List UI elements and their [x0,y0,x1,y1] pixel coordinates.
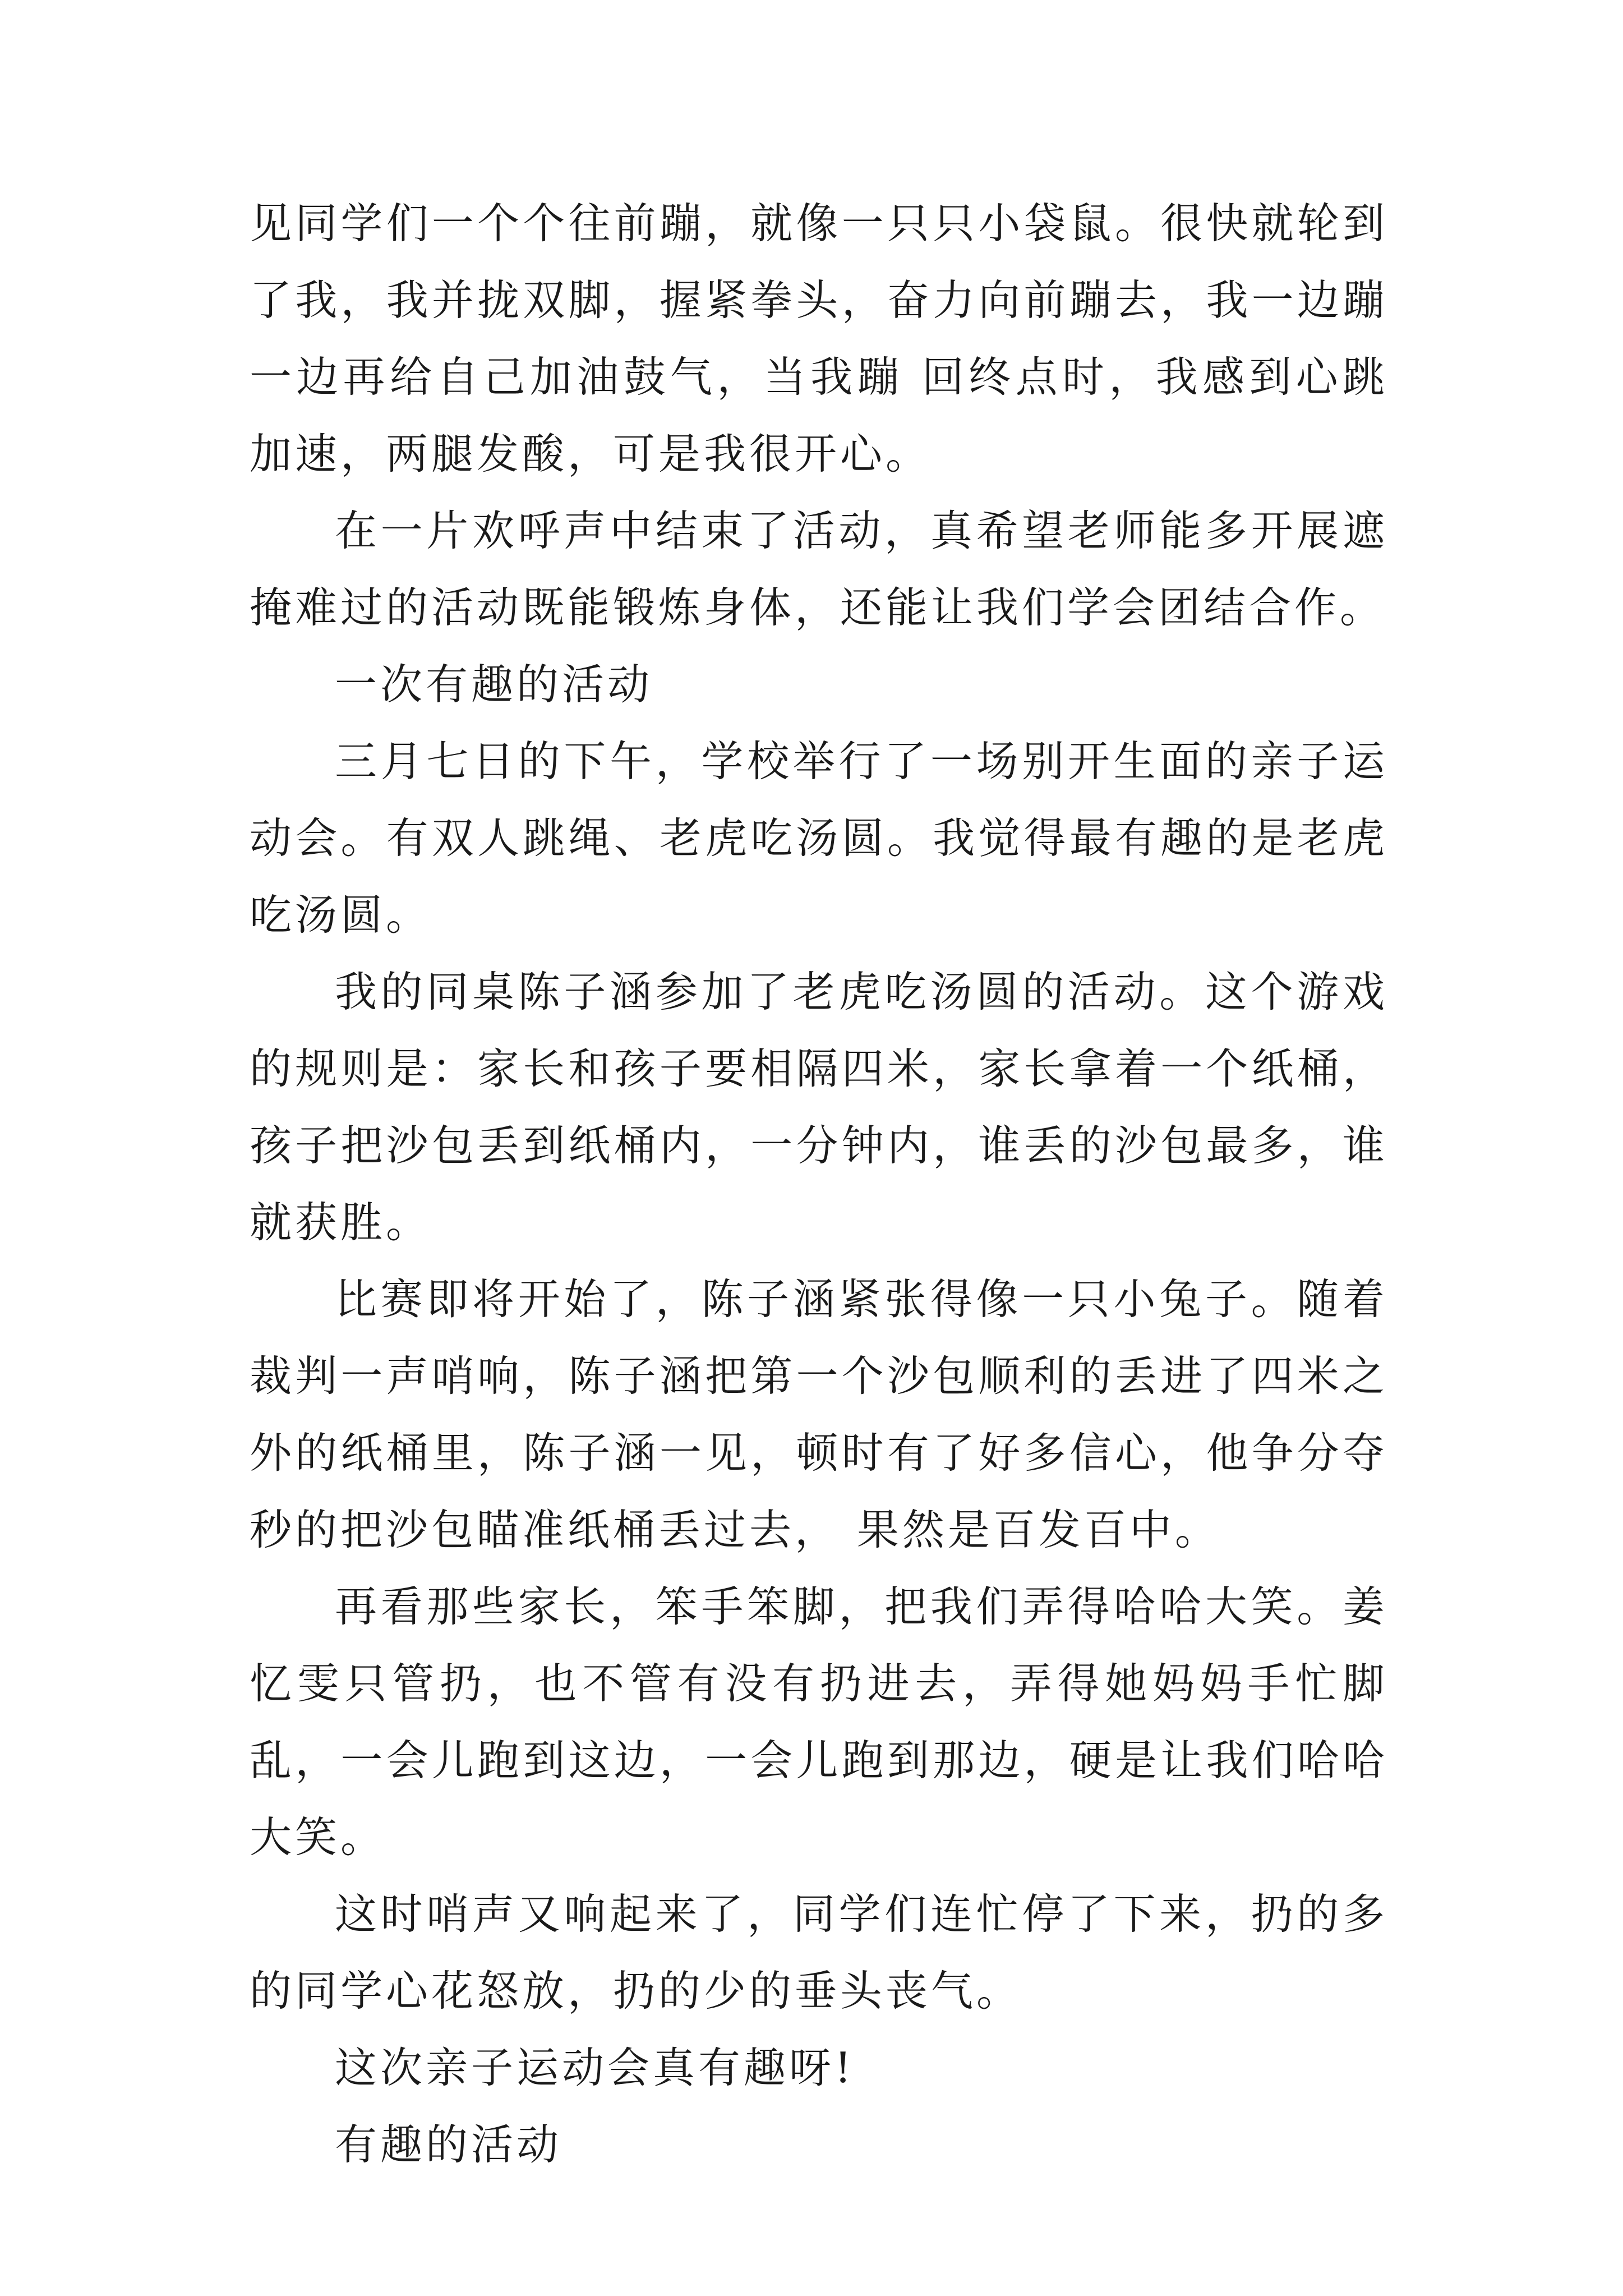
paragraph: 这次亲子运动会真有趣呀! [335,2043,855,2092]
section-heading: 一次有趣的活动 [335,660,653,709]
paragraph: 比赛即将开始了，陈子涵紧张得像一只小兔子。随着裁判一声哨响，陈子涵把第一个沙包顺利的丢进了四米之外的纸桶里，陈子涵一见，顿时有了好多信心，他争分夺秒的把沙包瞄准纸桶丢过去， 果然是百发百中。 [250,1274,1388,1554]
paragraph: 这时哨声又响起来了，同学们连忙停了下来，扔的多的同学心花怒放，扔的少的垂头丧气。 [250,1889,1388,2016]
paragraph: 见同学们一个个往前蹦，就像一只只小袋鼠。很快就轮到了我，我并拢双脚，握紧拳头，奋力向前蹦去，我一边蹦一边再给自己加油鼓气，当我蹦 回终点时，我感到心跳加速，两腿发酸，可是我很开心。 [250,199,1388,478]
document-body [250,185,1388,2183]
paragraph: 再看那些家长，笨手笨脚，把我们弄得哈哈大笑。姜忆雯只管扔，也不管有没有扔进去，弄得她妈妈手忙脚乱，一会儿跑到这边，一会儿跑到那边，硬是让我们哈哈大笑。 [250,1582,1388,1862]
paragraph: 我的同桌陈子涵参加了老虎吃汤圆的活动。这个游戏的规则是：家长和孩子要相隔四米，家长拿着一个纸桶，孩子把沙包丢到纸桶内，一分钟内，谁丢的沙包最多，谁就获胜。 [250,967,1388,1247]
paragraph: 在一片欢呼声中结束了活动，真希望老师能多开展遮掩难过的活动既能锻炼身体，还能让我们学会团结合作。 [250,506,1388,632]
paragraph: 三月七日的下午，学校举行了一场别开生面的亲子运动会。有双人跳绳、老虎吃汤圆。我觉得最有趣的是老虎吃汤圆。 [250,737,1388,940]
section-heading: 有趣的活动 [335,2120,562,2169]
